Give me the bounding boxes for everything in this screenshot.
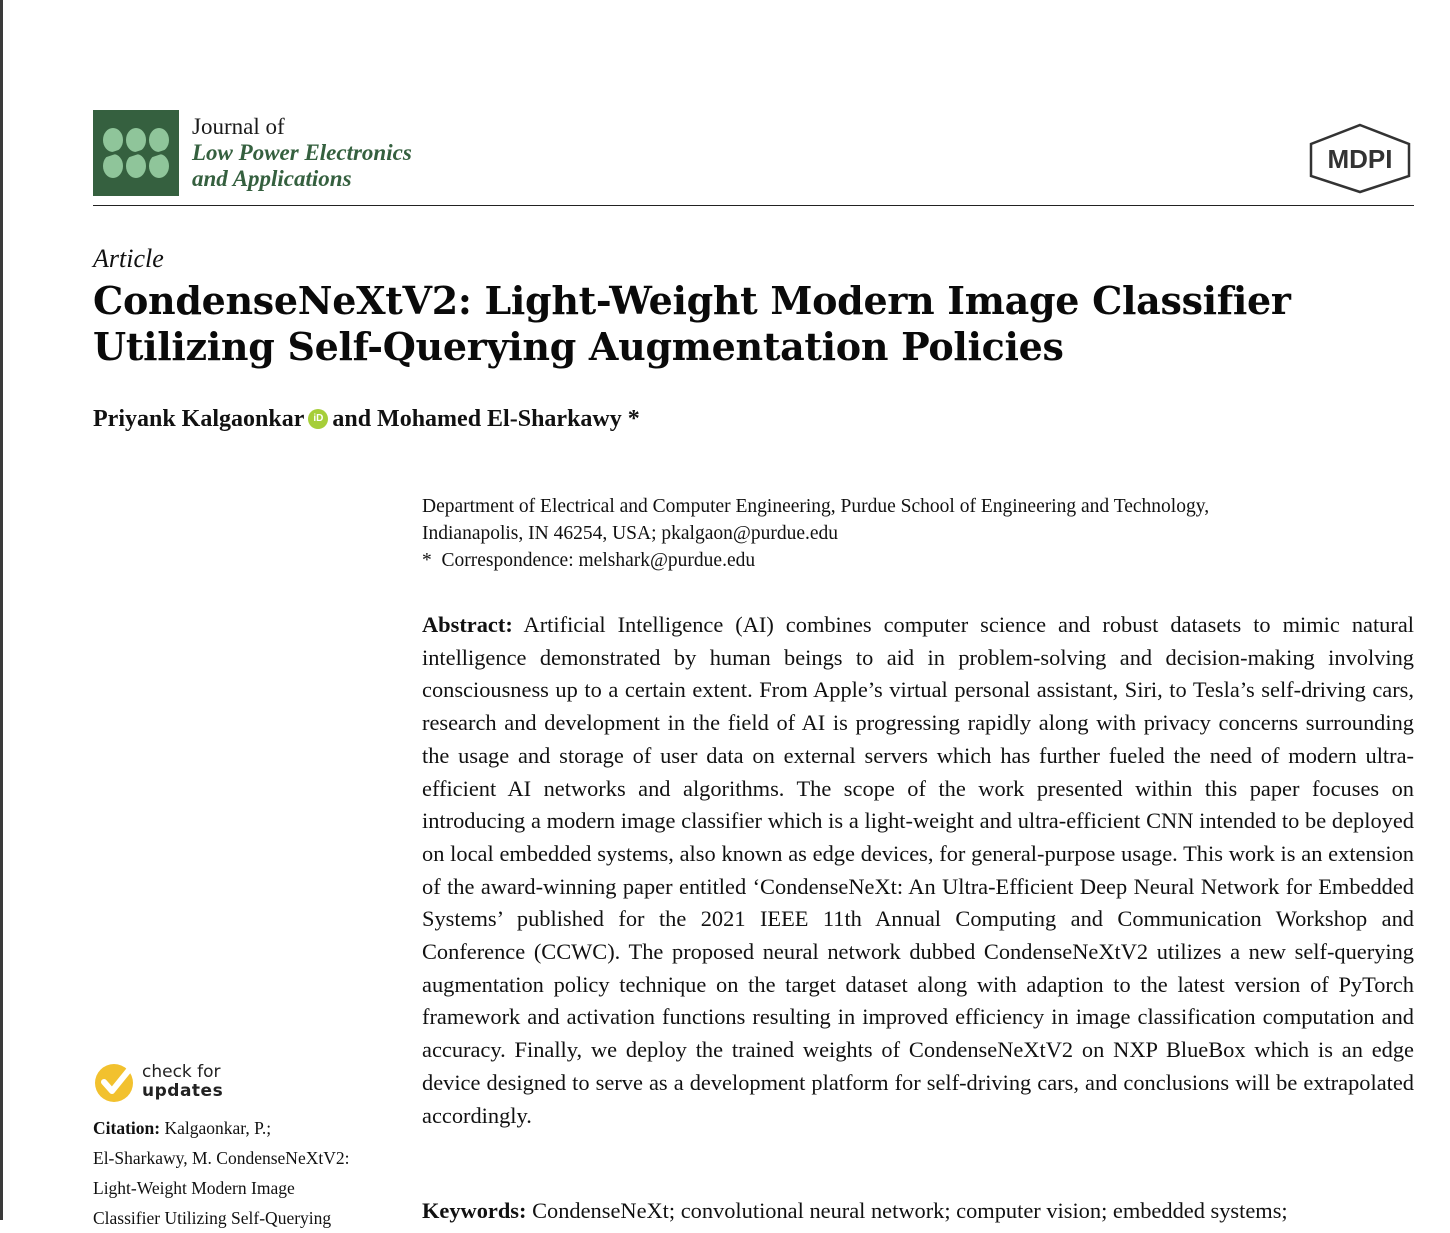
affiliation-line1: Department of Electrical and Computer Engineering, Purdue School of Engineering and Technology, [422, 496, 1210, 517]
author-2[interactable]: and Mohamed El-Sharkawy * [332, 406, 640, 432]
article-title [93, 278, 1413, 370]
header-divider [93, 205, 1414, 206]
journal-name-line3: and Applications [192, 166, 352, 191]
keywords-text: CondenseNeXt; convolutional neural network; computer vision; embedded systems; [532, 1198, 1288, 1223]
check-for-updates[interactable] [142, 1063, 223, 1101]
keywords-label: Keywords: [422, 1198, 527, 1223]
mdpi-logo [1305, 122, 1415, 194]
citation-label: Citation: [93, 1118, 161, 1138]
citation-line3: Light-Weight Modern Image [93, 1178, 295, 1198]
article-type: Article [93, 244, 164, 273]
page-left-border [0, 0, 3, 1220]
author-1[interactable]: Priyank Kalgaonkar [93, 406, 305, 432]
check-for-updates-icon[interactable] [93, 1060, 137, 1104]
article-title-line2: Utilizing Self-Querying Augmentation Policies [93, 324, 1064, 369]
abstract-text: Artificial Intelligence (AI) combines computer science and robust datasets to mimic natural intelligence demonstrated by human beings to aid in problem-solving and decision-making involving consciousness up to a certain extent. From Apple’s virtual personal assistant, Siri, to Tesla’s self-driving cars, research and development in the field of AI is progressing rapidly along with privacy concerns surrounding the usage and storage of user data on external servers which has further fueled the need of modern ultra-efficient AI networks and algorithms. The scope of the work presented within this paper focuses on introducing a modern image classifier which is a light-weight and ultra-efficient CNN intended to be deployed on local embedded systems, also known as edge devices, for general-purpose usage. This work is an extension of the award-winning paper entitled ‘CondenseNeXt: An Ultra-Efficient Deep Neural Network for Embedded Systems’ published for the 2021 IEEE 11th Annual Computing and Communication Workshop and Conference (CCWC). The proposed neural network dubbed CondenseNeXtV2 utilizes a new self-querying augmentation policy technique on the target dataset along with adaption to the latest version of PyTorch framework and activation functions resulting in improved efficiency in image classification computation and accuracy. Finally, we deploy the trained weights of CondenseNeXtV2 on NXP BlueBox which is an edge device designed to serve as a development platform for self-driving cars, and conclusions will be extrapolated accordingly. [422, 612, 1414, 1128]
author-list [93, 406, 640, 433]
correspondence: * Correspondence: melshark@purdue.edu [422, 550, 756, 571]
mdpi-logo-text: MDPI [1327, 144, 1393, 174]
citation-line4: Classifier Utilizing Self-Querying [93, 1208, 332, 1228]
article-title-line1: CondenseNeXtV2: Light-Weight Modern Image Classifier [93, 278, 1291, 323]
citation-line1: Kalgaonkar, P.; [164, 1118, 272, 1138]
abstract-label: Abstract: [422, 612, 513, 637]
check-for-updates-line2: updates [142, 1081, 224, 1101]
citation-line2: El-Sharkawy, M. CondenseNeXtV2: [93, 1148, 350, 1168]
journal-name-line1: Journal of [192, 114, 285, 139]
affiliation-line2: Indianapolis, IN 46254, USA; pkalgaon@purdue.edu [422, 523, 839, 544]
citation-block [93, 1113, 393, 1233]
journal-logo-icon [93, 110, 179, 196]
journal-name [192, 114, 412, 192]
abstract [422, 609, 1414, 1132]
affiliation-block [422, 493, 1412, 574]
orcid-icon[interactable]: iD [308, 409, 328, 429]
journal-name-line2: Low Power Electronics [192, 140, 412, 165]
keywords [422, 1195, 1422, 1227]
check-for-updates-line1: check for [142, 1062, 221, 1082]
